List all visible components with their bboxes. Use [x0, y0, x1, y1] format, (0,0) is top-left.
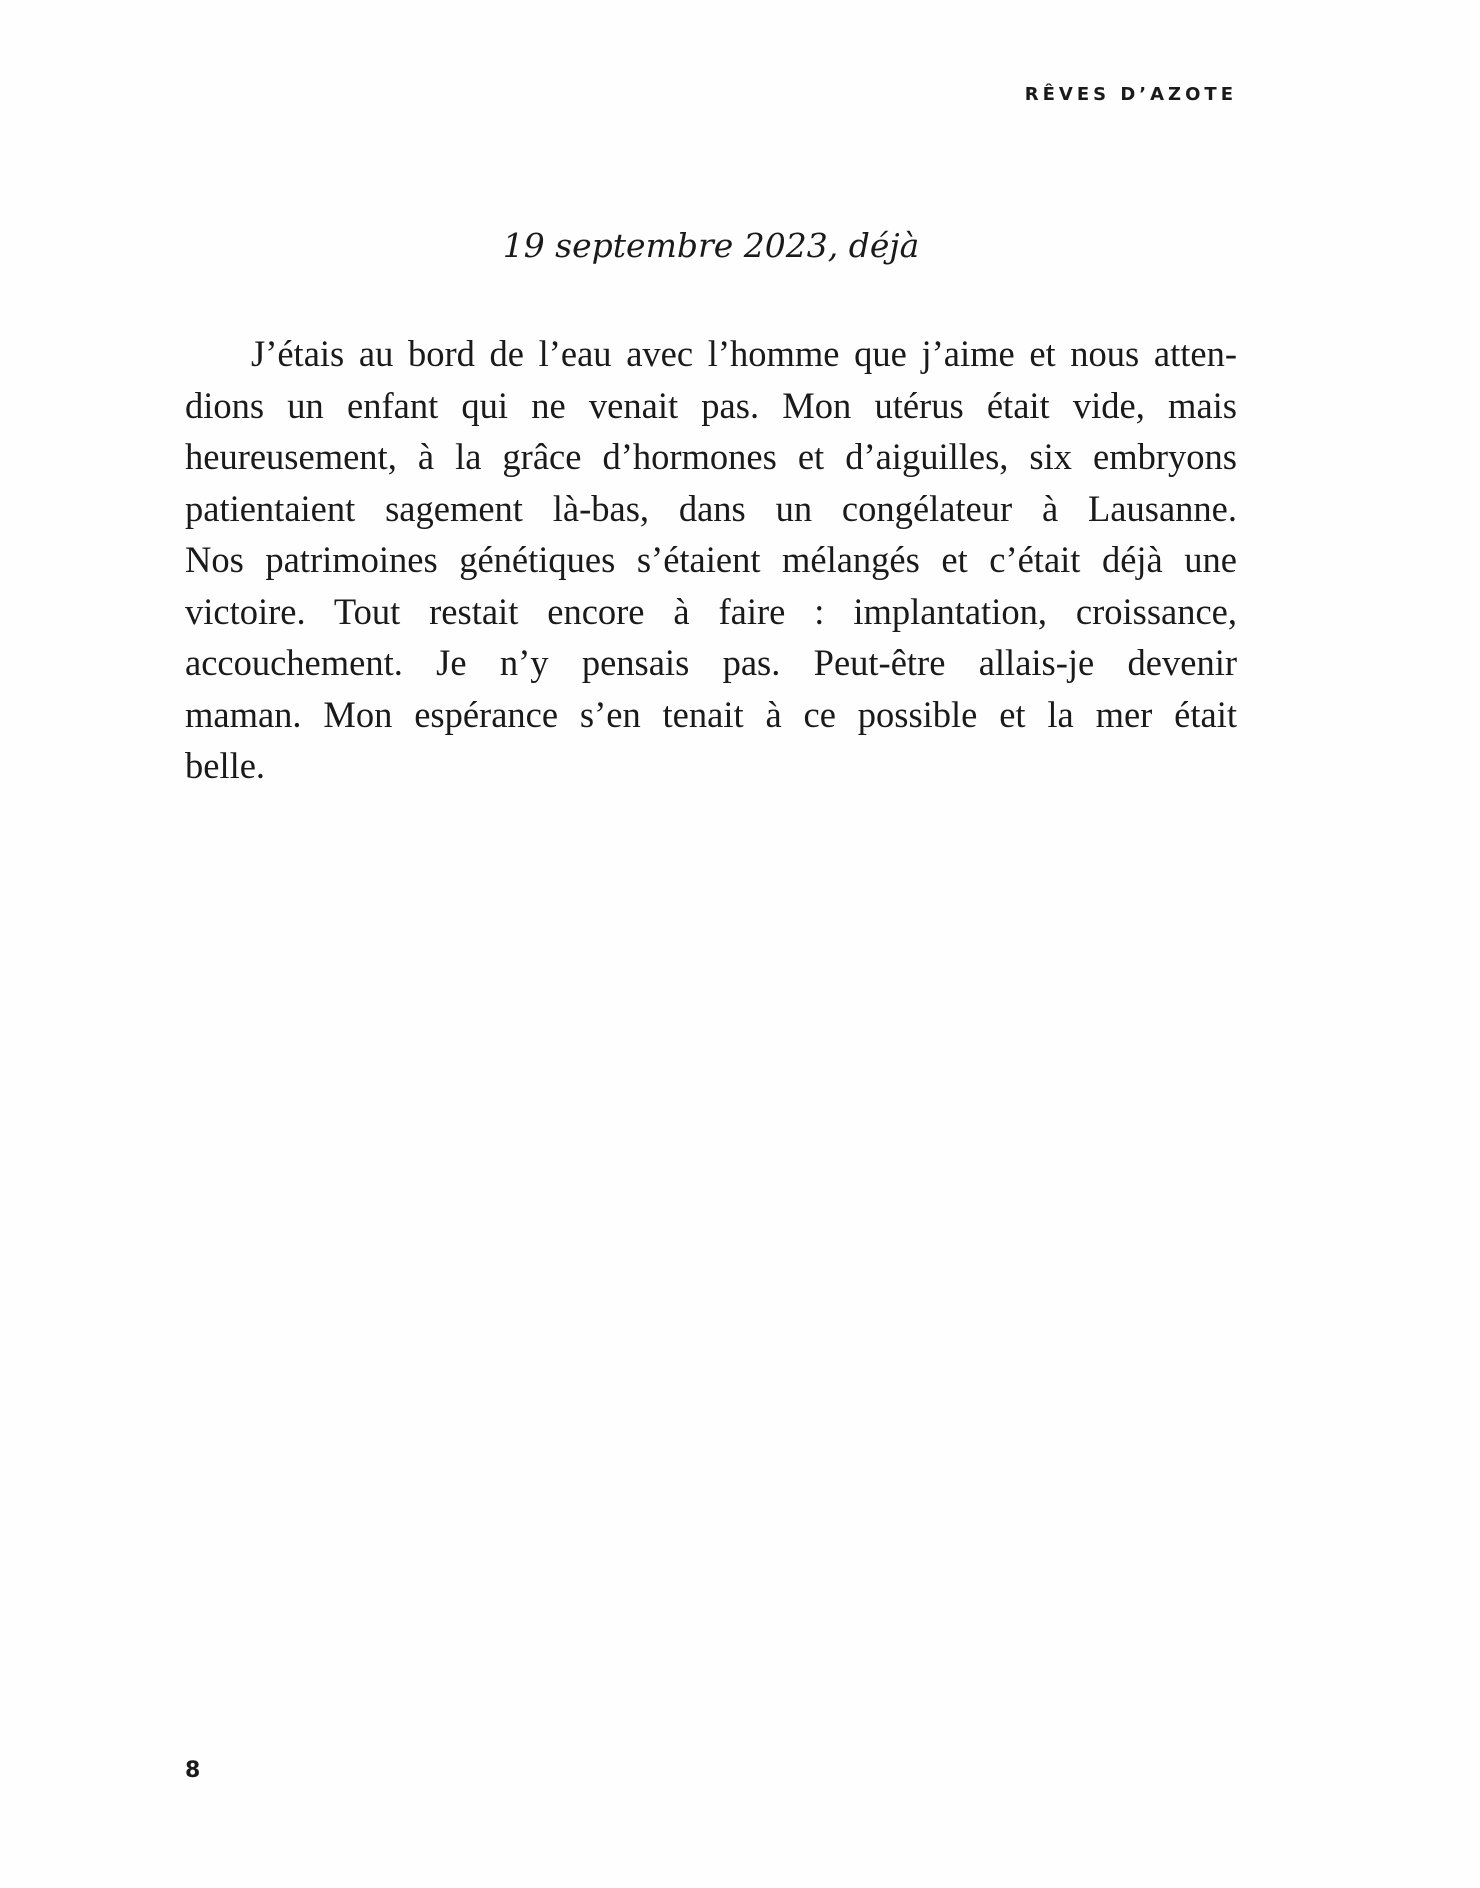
page-number: 8: [185, 1758, 201, 1783]
paragraph-line: patientaient sagement là-bas, dans un congélateur à Lausanne.: [185, 487, 1237, 529]
section-date-heading: 19 septembre 2023, déjà: [502, 226, 920, 265]
paragraph-line: dions un enfant qui ne venait pas. Mon utérus était vide, mais: [185, 384, 1237, 426]
paragraph-line: belle.: [185, 745, 266, 786]
paragraph-line: J’étais au bord de l’eau avec l’homme que j’aime et nous atten-: [251, 333, 1237, 374]
paragraph-line: heureusement, à la grâce d’hormones et d’aiguilles, six embryons: [185, 436, 1237, 477]
paragraph-line: maman. Mon espérance s’en tenait à ce possible et la mer était: [185, 693, 1237, 735]
paragraph-line: Nos patrimoines génétiques s’étaient mélangés et c’était déjà une: [185, 539, 1237, 580]
paragraph-line: victoire. Tout restait encore à faire : implantation, croissance,: [185, 590, 1237, 632]
body-paragraph: [185, 328, 1237, 792]
paragraph-line: accouchement. Je n’y pensais pas. Peut-être allais-je devenir: [185, 642, 1237, 683]
running-head: RÊVES D’AZOTE: [1024, 84, 1237, 105]
